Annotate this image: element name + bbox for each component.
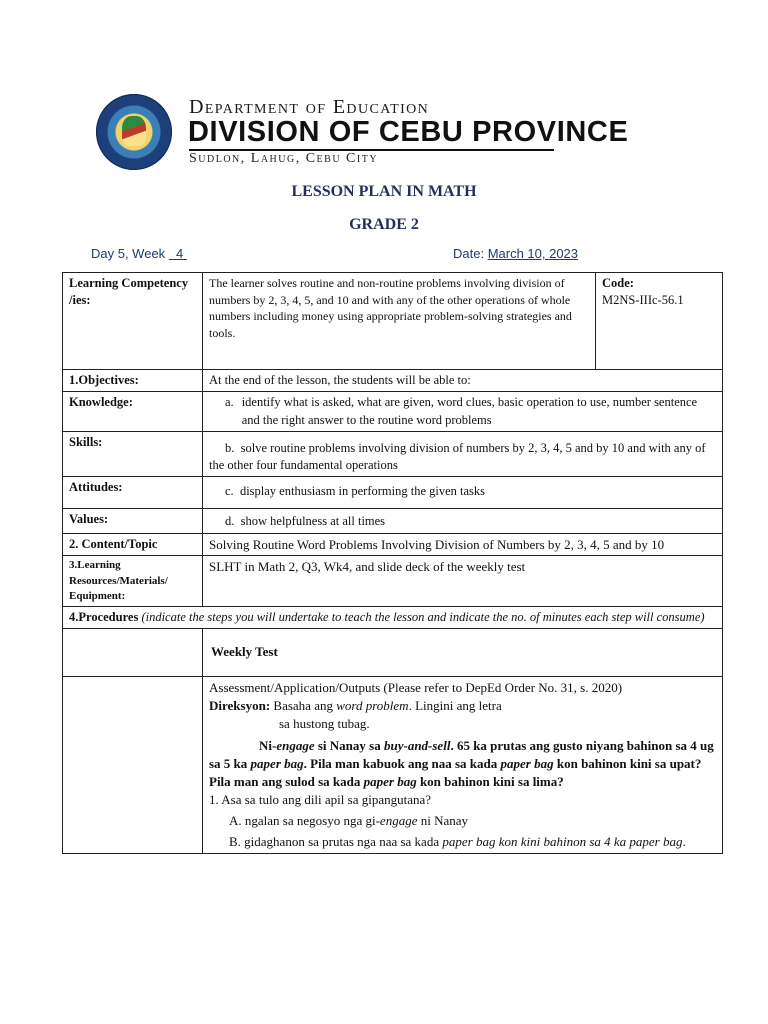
grade-title: GRADE 2 [349,216,419,233]
weekly-test-heading: Weekly Test [203,629,723,677]
word-problem-story: Ni-engage si Nanay sa buy-and-sell. 65 ka prutas ang gusto niyang bahinon sa 4 ug sa 5 ka paper bag. Pila man kabuok ang naa sa kada paper bag kon bahinon kini sa upat? Pila man ang sulod sa kada paper bag kon bahinon kini sa lima? [209,738,714,789]
direksyon-continued: sa hustong tubag. [279,716,370,732]
option-a: A. ngalan sa negosyo nga gi-engage ni Nanay [229,812,469,828]
code-cell: Code: M2NS-IIIc-56.1 [596,273,723,370]
day-week-line: Day 5, Week 4 [91,246,184,261]
week-value: 4 [176,246,184,261]
resources-label: 3.Learning Resources/Materials/ Equipment: [63,556,203,607]
code-value: M2NS-IIIc-56.1 [602,293,684,308]
option-b: B. gidaghanon sa prutas nga naa sa kada paper bag kon kini bahinon sa 4 ka paper bag. [229,833,686,849]
weekly-test-empty-cell [63,629,203,677]
assessment-cell [203,677,723,853]
division-heading: DIVISION OF CEBU PROVINCE [188,116,629,148]
skills-objective: b. solve routine problems involving division of numbers by 2, 3, 4, 5 and by 10 and with any of the other four fundamental operations [203,431,723,477]
direksyon-line: Direksyon: Basaha ang word problem. Lingini ang letra [209,698,502,714]
resources-text: SLHT in Math 2, Q3, Wk4, and slide deck of the weekly test [203,556,723,607]
date-value: March 10, 2023 [487,246,579,261]
knowledge-label: Knowledge: [63,392,203,432]
assessment-heading: Assessment/Application/Outputs (Please refer to DepEd Order No. 31, s. 2020) [209,680,623,696]
competency-label: Learning Competency /ies: [63,273,203,370]
division-address: Sudlon, Lahug, Cebu City [189,151,379,166]
objectives-label: 1.Objectives: [63,370,203,392]
procedures-row: 4.Procedures (indicate the steps you will undertake to teach the lesson and indicate the no. of minutes each step will consume) [63,606,723,628]
objectives-text: At the end of the lesson, the students will be able to: [203,370,723,392]
department-heading: Department of Education [189,96,430,118]
assessment-empty-cell [63,677,203,853]
procedures-note: (indicate the steps you will undertake to teach the lesson and indicate the no. of minutes each step will consume) [141,609,705,624]
competency-text: The learner solves routine and non-routine problems involving division of numbers by 2, 3, 4, 5, and 10 and with any of the other operations of whole numbers including money using appropriate problem-solving strategies and tools. [203,273,596,370]
attitudes-objective: c. display enthusiasm in performing the given tasks [203,477,723,509]
date-line: Date: March 10, 2023 [453,246,579,261]
attitudes-label: Attitudes: [63,477,203,509]
content-topic-text: Solving Routine Word Problems Involving Division of Numbers by 2, 3, 4, 5 and by 10 [203,533,723,556]
values-objective: d. show helpfulness at all times [203,509,723,533]
document-title: LESSON PLAN IN MATH [291,183,477,200]
question-1: 1. Asa sa tulo ang dili apil sa gipangutana? [209,791,432,807]
division-seal-logo [96,94,172,170]
values-label: Values: [63,509,203,533]
content-topic-label: 2. Content/Topic [63,533,203,556]
lesson-plan-table [62,272,723,854]
skills-label: Skills: [63,431,203,477]
knowledge-objective: a. identify what is asked, what are given, word clues, basic operation to use, number sentence and the right answer to the routine word problems [203,392,723,432]
